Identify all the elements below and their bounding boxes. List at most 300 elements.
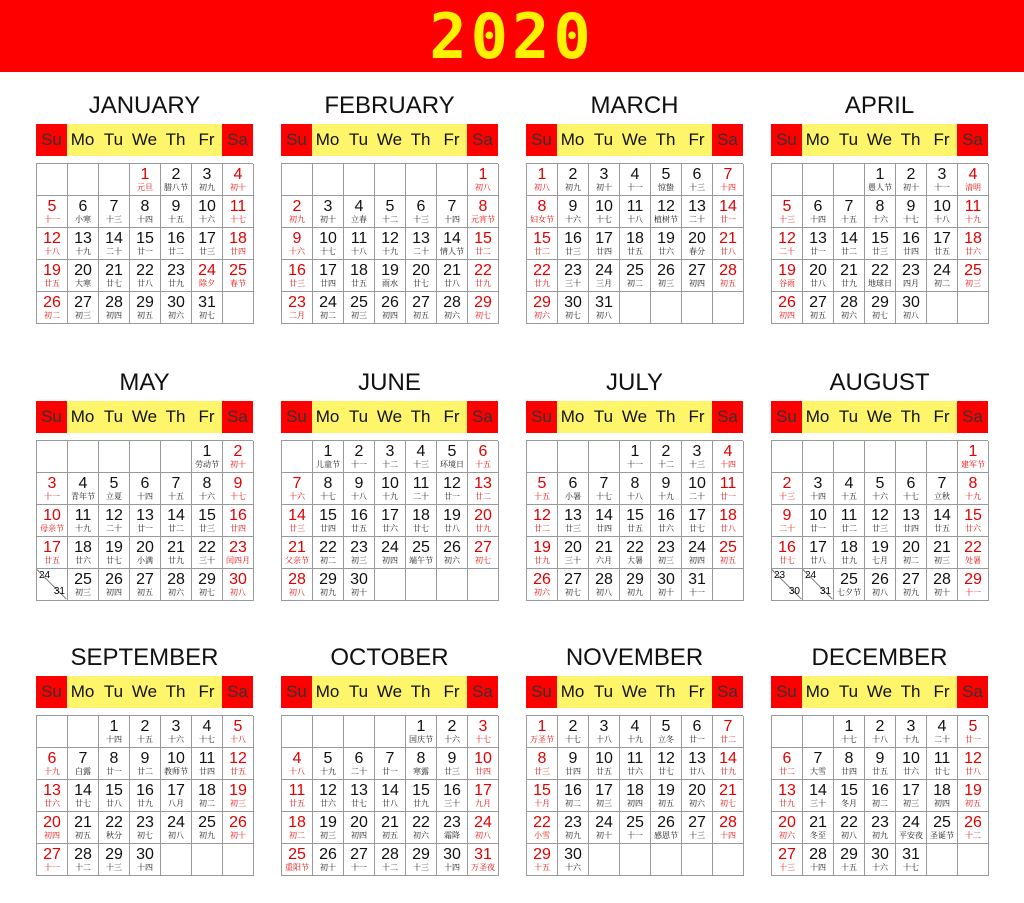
day-cell[interactable] — [589, 164, 620, 196]
day-cell[interactable] — [37, 260, 68, 292]
day-cell[interactable] — [620, 780, 651, 812]
day-cell[interactable] — [130, 164, 161, 196]
day-cell-split[interactable] — [803, 569, 834, 601]
day-cell[interactable] — [313, 196, 344, 228]
day-cell[interactable] — [192, 569, 223, 601]
day-cell[interactable] — [99, 292, 130, 324]
day-cell[interactable] — [713, 716, 744, 748]
day-cell[interactable] — [589, 505, 620, 537]
day-cell[interactable] — [620, 441, 651, 473]
day-cell[interactable] — [713, 748, 744, 780]
day-cell[interactable] — [437, 812, 468, 844]
day-cell[interactable] — [896, 260, 927, 292]
day-cell[interactable] — [313, 260, 344, 292]
day-cell[interactable] — [223, 164, 254, 196]
day-cell[interactable] — [437, 505, 468, 537]
day-cell[interactable] — [865, 473, 896, 505]
day-cell[interactable] — [958, 164, 989, 196]
day-cell[interactable] — [620, 196, 651, 228]
day-cell[interactable] — [803, 780, 834, 812]
day-cell[interactable] — [527, 780, 558, 812]
day-cell[interactable] — [468, 505, 499, 537]
day-cell[interactable] — [68, 292, 99, 324]
day-cell[interactable] — [344, 441, 375, 473]
day-cell[interactable] — [468, 441, 499, 473]
day-cell[interactable] — [99, 473, 130, 505]
day-cell[interactable] — [713, 537, 744, 569]
day-cell[interactable] — [37, 812, 68, 844]
day-cell[interactable] — [192, 228, 223, 260]
day-cell[interactable] — [375, 473, 406, 505]
day-cell[interactable] — [651, 196, 682, 228]
day-cell[interactable] — [865, 196, 896, 228]
day-cell[interactable] — [803, 196, 834, 228]
day-cell[interactable] — [772, 228, 803, 260]
day-cell[interactable] — [37, 228, 68, 260]
day-cell[interactable] — [130, 812, 161, 844]
day-cell[interactable] — [958, 569, 989, 601]
day-cell[interactable] — [130, 196, 161, 228]
day-cell[interactable] — [682, 164, 713, 196]
day-cell[interactable] — [192, 164, 223, 196]
day-cell[interactable] — [803, 505, 834, 537]
day-cell[interactable] — [803, 748, 834, 780]
day-cell[interactable] — [865, 569, 896, 601]
day-cell[interactable] — [161, 164, 192, 196]
day-cell[interactable] — [927, 164, 958, 196]
day-cell[interactable] — [834, 748, 865, 780]
day-cell[interactable] — [161, 537, 192, 569]
day-cell[interactable] — [468, 812, 499, 844]
day-cell[interactable] — [161, 716, 192, 748]
day-cell[interactable] — [375, 260, 406, 292]
day-cell[interactable] — [406, 228, 437, 260]
day-cell[interactable] — [651, 716, 682, 748]
day-cell[interactable] — [927, 716, 958, 748]
day-cell[interactable] — [99, 716, 130, 748]
day-cell-split[interactable] — [37, 569, 68, 601]
day-cell[interactable] — [651, 812, 682, 844]
day-cell[interactable] — [927, 505, 958, 537]
day-cell[interactable] — [161, 260, 192, 292]
day-cell[interactable] — [589, 260, 620, 292]
day-cell[interactable] — [927, 780, 958, 812]
day-cell[interactable] — [958, 537, 989, 569]
day-cell[interactable] — [651, 780, 682, 812]
day-cell[interactable] — [896, 473, 927, 505]
day-cell[interactable] — [130, 537, 161, 569]
day-cell[interactable] — [282, 812, 313, 844]
day-cell[interactable] — [192, 473, 223, 505]
day-cell[interactable] — [313, 505, 344, 537]
day-cell[interactable] — [834, 473, 865, 505]
day-cell[interactable] — [558, 292, 589, 324]
day-cell[interactable] — [651, 537, 682, 569]
day-cell[interactable] — [865, 505, 896, 537]
day-cell[interactable] — [927, 537, 958, 569]
day-cell[interactable] — [344, 844, 375, 876]
day-cell[interactable] — [130, 716, 161, 748]
day-cell[interactable] — [958, 228, 989, 260]
day-cell[interactable] — [589, 537, 620, 569]
day-cell[interactable] — [834, 228, 865, 260]
day-cell[interactable] — [651, 441, 682, 473]
day-cell[interactable] — [865, 716, 896, 748]
day-cell[interactable] — [406, 505, 437, 537]
day-cell[interactable] — [772, 292, 803, 324]
day-cell[interactable] — [130, 569, 161, 601]
day-cell[interactable] — [375, 780, 406, 812]
day-cell[interactable] — [834, 716, 865, 748]
day-cell[interactable] — [589, 473, 620, 505]
day-cell[interactable] — [558, 569, 589, 601]
day-cell[interactable] — [223, 537, 254, 569]
day-cell[interactable] — [161, 196, 192, 228]
day-cell[interactable] — [620, 473, 651, 505]
day-cell[interactable] — [958, 780, 989, 812]
day-cell[interactable] — [589, 780, 620, 812]
day-cell[interactable] — [437, 844, 468, 876]
day-cell[interactable] — [527, 537, 558, 569]
day-cell[interactable] — [527, 844, 558, 876]
day-cell[interactable] — [313, 780, 344, 812]
day-cell[interactable] — [344, 537, 375, 569]
day-cell[interactable] — [927, 748, 958, 780]
day-cell[interactable] — [375, 292, 406, 324]
day-cell[interactable] — [99, 844, 130, 876]
day-cell[interactable] — [282, 196, 313, 228]
day-cell[interactable] — [406, 780, 437, 812]
day-cell[interactable] — [68, 505, 99, 537]
day-cell[interactable] — [772, 260, 803, 292]
day-cell[interactable] — [927, 228, 958, 260]
day-cell[interactable] — [589, 812, 620, 844]
day-cell[interactable] — [527, 260, 558, 292]
day-cell[interactable] — [68, 260, 99, 292]
day-cell[interactable] — [223, 228, 254, 260]
day-cell[interactable] — [192, 196, 223, 228]
day-cell[interactable] — [896, 716, 927, 748]
day-cell[interactable] — [651, 260, 682, 292]
day-cell[interactable] — [558, 748, 589, 780]
day-cell[interactable] — [344, 748, 375, 780]
day-cell[interactable] — [527, 164, 558, 196]
day-cell[interactable] — [896, 164, 927, 196]
day-cell[interactable] — [682, 748, 713, 780]
day-cell[interactable] — [803, 844, 834, 876]
day-cell[interactable] — [99, 537, 130, 569]
day-cell[interactable] — [192, 716, 223, 748]
day-cell[interactable] — [927, 260, 958, 292]
day-cell[interactable] — [161, 569, 192, 601]
day-cell[interactable] — [468, 780, 499, 812]
day-cell[interactable] — [130, 292, 161, 324]
day-cell[interactable] — [834, 844, 865, 876]
day-cell[interactable] — [282, 473, 313, 505]
day-cell[interactable] — [896, 196, 927, 228]
day-cell[interactable] — [99, 505, 130, 537]
day-cell[interactable] — [437, 716, 468, 748]
day-cell[interactable] — [958, 441, 989, 473]
day-cell[interactable] — [375, 812, 406, 844]
day-cell[interactable] — [468, 716, 499, 748]
day-cell[interactable] — [282, 228, 313, 260]
day-cell[interactable] — [527, 505, 558, 537]
day-cell[interactable] — [37, 537, 68, 569]
day-cell[interactable] — [620, 812, 651, 844]
day-cell[interactable] — [772, 196, 803, 228]
day-cell[interactable] — [620, 228, 651, 260]
day-cell[interactable] — [682, 505, 713, 537]
day-cell[interactable] — [527, 748, 558, 780]
day-cell[interactable] — [130, 228, 161, 260]
day-cell[interactable] — [958, 748, 989, 780]
day-cell[interactable] — [437, 260, 468, 292]
day-cell[interactable] — [37, 473, 68, 505]
day-cell[interactable] — [803, 292, 834, 324]
day-cell[interactable] — [803, 228, 834, 260]
day-cell[interactable] — [713, 196, 744, 228]
day-cell[interactable] — [192, 260, 223, 292]
day-cell[interactable] — [68, 780, 99, 812]
day-cell[interactable] — [99, 228, 130, 260]
day-cell[interactable] — [192, 292, 223, 324]
day-cell[interactable] — [282, 260, 313, 292]
day-cell[interactable] — [468, 844, 499, 876]
day-cell[interactable] — [406, 716, 437, 748]
day-cell[interactable] — [406, 260, 437, 292]
day-cell[interactable] — [313, 292, 344, 324]
day-cell[interactable] — [713, 228, 744, 260]
day-cell[interactable] — [620, 164, 651, 196]
day-cell[interactable] — [99, 812, 130, 844]
day-cell[interactable] — [651, 164, 682, 196]
day-cell[interactable] — [344, 780, 375, 812]
day-cell[interactable] — [651, 228, 682, 260]
day-cell[interactable] — [468, 292, 499, 324]
day-cell[interactable] — [803, 812, 834, 844]
day-cell[interactable] — [437, 292, 468, 324]
day-cell[interactable] — [896, 812, 927, 844]
day-cell[interactable] — [282, 505, 313, 537]
day-cell[interactable] — [713, 812, 744, 844]
day-cell[interactable] — [772, 812, 803, 844]
day-cell[interactable] — [772, 505, 803, 537]
day-cell[interactable] — [834, 780, 865, 812]
day-cell[interactable] — [192, 537, 223, 569]
day-cell[interactable] — [468, 228, 499, 260]
day-cell[interactable] — [282, 569, 313, 601]
day-cell[interactable] — [468, 537, 499, 569]
day-cell[interactable] — [682, 196, 713, 228]
day-cell[interactable] — [313, 844, 344, 876]
day-cell[interactable] — [558, 537, 589, 569]
day-cell[interactable] — [130, 473, 161, 505]
day-cell[interactable] — [192, 748, 223, 780]
day-cell[interactable] — [223, 260, 254, 292]
day-cell[interactable] — [527, 228, 558, 260]
day-cell[interactable] — [223, 748, 254, 780]
day-cell[interactable] — [192, 812, 223, 844]
day-cell[interactable] — [375, 196, 406, 228]
day-cell[interactable] — [161, 473, 192, 505]
day-cell[interactable] — [558, 260, 589, 292]
day-cell[interactable] — [682, 537, 713, 569]
day-cell[interactable] — [620, 569, 651, 601]
day-cell[interactable] — [527, 716, 558, 748]
day-cell[interactable] — [713, 780, 744, 812]
day-cell[interactable] — [99, 748, 130, 780]
day-cell[interactable] — [37, 292, 68, 324]
day-cell[interactable] — [958, 196, 989, 228]
day-cell[interactable] — [865, 748, 896, 780]
day-cell[interactable] — [527, 196, 558, 228]
day-cell[interactable] — [223, 196, 254, 228]
day-cell[interactable] — [713, 473, 744, 505]
day-cell[interactable] — [558, 505, 589, 537]
day-cell[interactable] — [192, 780, 223, 812]
day-cell[interactable] — [713, 260, 744, 292]
day-cell[interactable] — [344, 292, 375, 324]
day-cell[interactable] — [589, 292, 620, 324]
day-cell[interactable] — [772, 473, 803, 505]
day-cell[interactable] — [896, 569, 927, 601]
day-cell[interactable] — [803, 260, 834, 292]
day-cell[interactable] — [375, 748, 406, 780]
day-cell[interactable] — [803, 473, 834, 505]
day-cell[interactable] — [927, 196, 958, 228]
day-cell[interactable] — [620, 748, 651, 780]
day-cell[interactable] — [68, 748, 99, 780]
day-cell[interactable] — [682, 260, 713, 292]
day-cell[interactable] — [558, 780, 589, 812]
day-cell[interactable] — [437, 748, 468, 780]
day-cell[interactable] — [620, 260, 651, 292]
day-cell[interactable] — [68, 569, 99, 601]
day-cell[interactable] — [375, 844, 406, 876]
day-cell[interactable] — [589, 748, 620, 780]
day-cell[interactable] — [834, 505, 865, 537]
day-cell[interactable] — [896, 748, 927, 780]
day-cell[interactable] — [406, 441, 437, 473]
day-cell[interactable] — [130, 780, 161, 812]
day-cell[interactable] — [896, 505, 927, 537]
day-cell[interactable] — [651, 505, 682, 537]
day-cell[interactable] — [682, 780, 713, 812]
day-cell[interactable] — [313, 228, 344, 260]
day-cell[interactable] — [344, 505, 375, 537]
day-cell[interactable] — [375, 505, 406, 537]
day-cell[interactable] — [527, 292, 558, 324]
day-cell[interactable] — [834, 196, 865, 228]
day-cell[interactable] — [406, 748, 437, 780]
day-cell[interactable] — [558, 473, 589, 505]
day-cell[interactable] — [313, 569, 344, 601]
day-cell[interactable] — [865, 844, 896, 876]
day-cell[interactable] — [223, 505, 254, 537]
day-cell[interactable] — [558, 812, 589, 844]
day-cell[interactable] — [223, 716, 254, 748]
day-cell[interactable] — [437, 537, 468, 569]
day-cell[interactable] — [958, 812, 989, 844]
day-cell[interactable] — [589, 569, 620, 601]
day-cell[interactable] — [437, 228, 468, 260]
day-cell[interactable] — [68, 844, 99, 876]
day-cell[interactable] — [558, 196, 589, 228]
day-cell[interactable] — [834, 260, 865, 292]
day-cell[interactable] — [223, 569, 254, 601]
day-cell[interactable] — [927, 473, 958, 505]
day-cell[interactable] — [834, 537, 865, 569]
day-cell[interactable] — [192, 441, 223, 473]
day-cell[interactable] — [282, 844, 313, 876]
day-cell[interactable] — [161, 780, 192, 812]
day-cell[interactable] — [161, 812, 192, 844]
day-cell[interactable] — [527, 473, 558, 505]
day-cell[interactable] — [130, 260, 161, 292]
day-cell[interactable] — [682, 441, 713, 473]
day-cell[interactable] — [713, 164, 744, 196]
day-cell[interactable] — [223, 441, 254, 473]
day-cell[interactable] — [527, 569, 558, 601]
day-cell[interactable] — [99, 780, 130, 812]
day-cell[interactable] — [865, 164, 896, 196]
day-cell[interactable] — [896, 844, 927, 876]
day-cell[interactable] — [865, 228, 896, 260]
day-cell[interactable] — [437, 196, 468, 228]
day-cell[interactable] — [865, 780, 896, 812]
day-cell[interactable] — [437, 473, 468, 505]
day-cell[interactable] — [468, 164, 499, 196]
day-cell[interactable] — [344, 473, 375, 505]
day-cell[interactable] — [37, 505, 68, 537]
day-cell[interactable] — [896, 228, 927, 260]
day-cell[interactable] — [375, 441, 406, 473]
day-cell[interactable] — [406, 196, 437, 228]
day-cell[interactable] — [772, 537, 803, 569]
day-cell[interactable] — [651, 569, 682, 601]
day-cell[interactable] — [282, 292, 313, 324]
day-cell[interactable] — [558, 228, 589, 260]
day-cell[interactable] — [68, 196, 99, 228]
day-cell[interactable] — [406, 473, 437, 505]
day-cell[interactable] — [406, 812, 437, 844]
day-cell[interactable] — [406, 844, 437, 876]
day-cell[interactable] — [527, 812, 558, 844]
day-cell[interactable] — [558, 164, 589, 196]
day-cell[interactable] — [682, 716, 713, 748]
day-cell[interactable] — [713, 441, 744, 473]
day-cell[interactable] — [589, 228, 620, 260]
day-cell[interactable] — [865, 537, 896, 569]
day-cell[interactable] — [406, 537, 437, 569]
day-cell[interactable] — [958, 716, 989, 748]
day-cell[interactable] — [651, 748, 682, 780]
day-cell[interactable] — [192, 505, 223, 537]
day-cell[interactable] — [68, 228, 99, 260]
day-cell[interactable] — [468, 748, 499, 780]
day-cell[interactable] — [130, 505, 161, 537]
day-cell[interactable] — [682, 569, 713, 601]
day-cell[interactable] — [99, 196, 130, 228]
day-cell-split[interactable] — [772, 569, 803, 601]
day-cell[interactable] — [589, 716, 620, 748]
day-cell[interactable] — [927, 569, 958, 601]
day-cell[interactable] — [344, 228, 375, 260]
day-cell[interactable] — [865, 260, 896, 292]
day-cell[interactable] — [344, 196, 375, 228]
day-cell[interactable] — [896, 537, 927, 569]
